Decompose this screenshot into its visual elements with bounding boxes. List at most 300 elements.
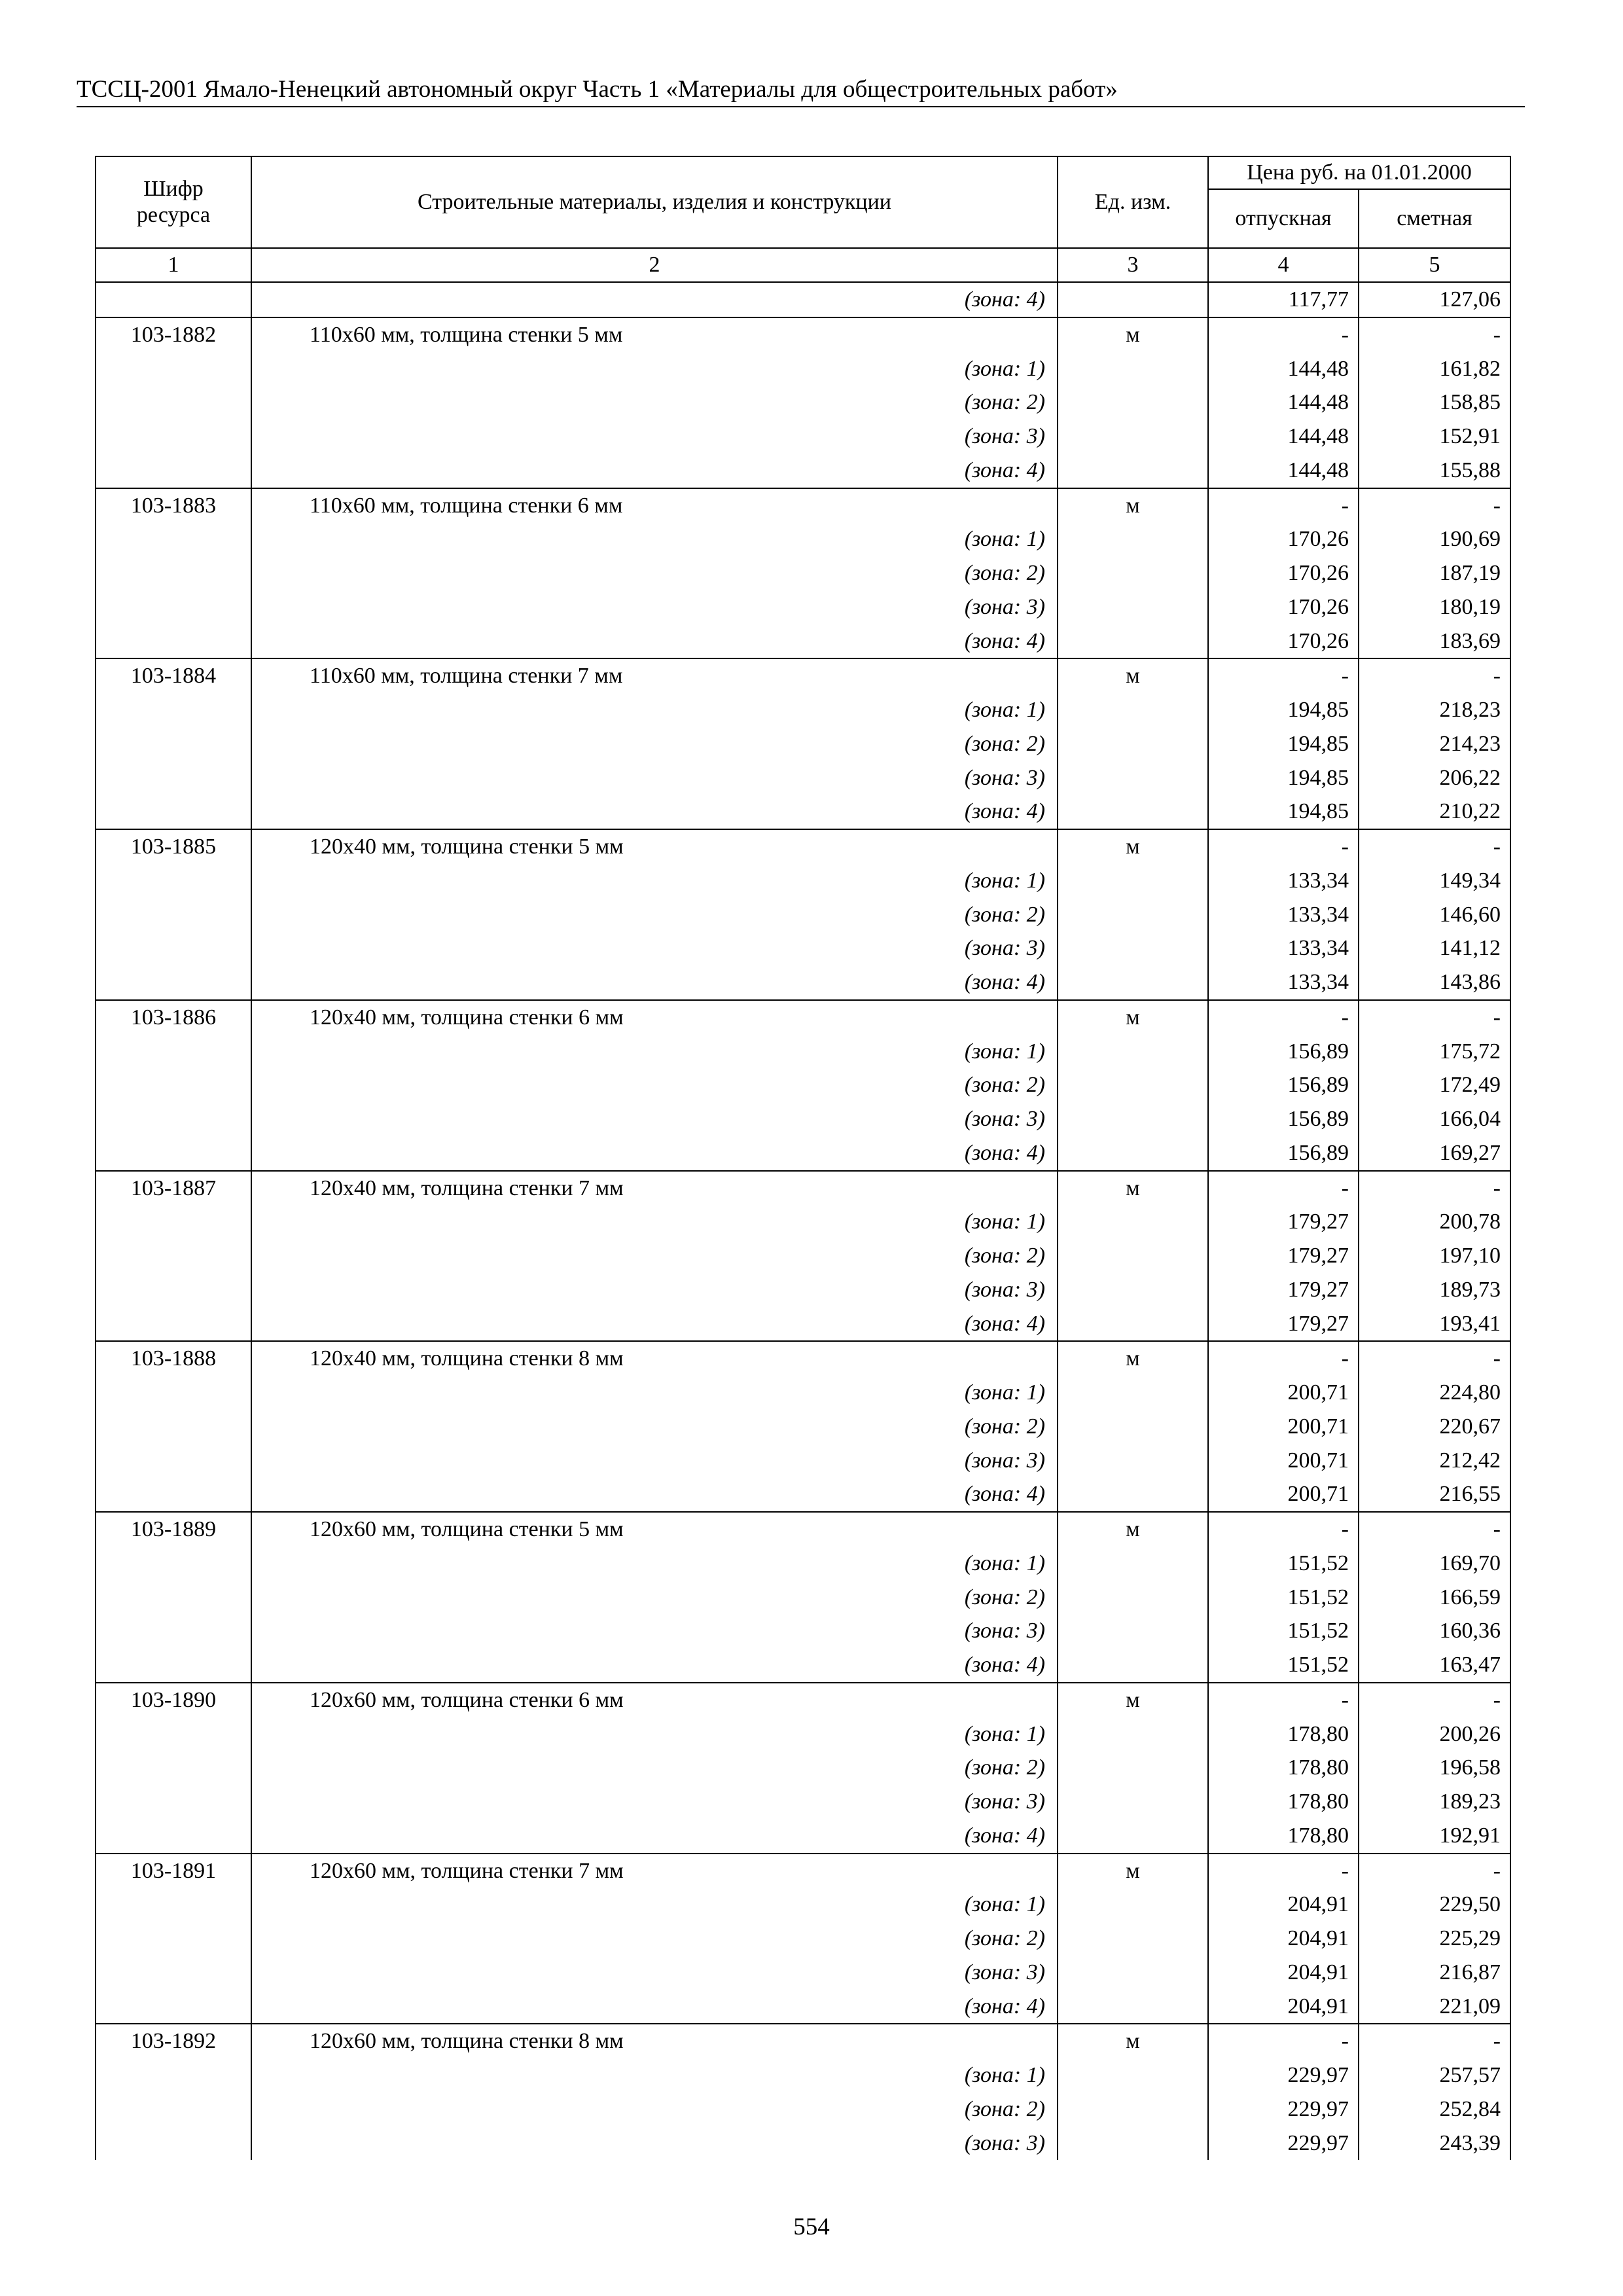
zone-row [96,1239,1510,1273]
zone-label: (зона: 4) [251,1819,1058,1854]
resource-code [96,1136,251,1171]
zone-row [96,1547,1510,1581]
zone-label: (зона: 1) [251,1205,1058,1239]
estimate-price: 257,57 [1359,2058,1510,2092]
zone-label: (зона: 3) [251,761,1058,795]
release-price: 133,34 [1208,898,1359,932]
release-price: - [1208,1341,1359,1376]
release-price: 204,91 [1208,1990,1359,2024]
unit [1058,1819,1208,1854]
release-price: 151,52 [1208,1648,1359,1683]
resource-code [96,1819,251,1854]
zone-row [96,1376,1510,1410]
table-row [96,2024,1510,2058]
table-row [96,1512,1510,1547]
material-name: 120х40 мм, толщина стенки 6 мм [251,1000,1058,1035]
zone-label: (зона: 3) [251,590,1058,624]
zone-row [96,1956,1510,1990]
release-price: 179,27 [1208,1205,1359,1239]
zone-row [96,522,1510,556]
resource-code [96,1888,251,1922]
material-name: 120х40 мм, толщина стенки 7 мм [251,1171,1058,1206]
zone-label: (зона: 2) [251,386,1058,420]
release-price: 178,80 [1208,1819,1359,1854]
unit [1058,420,1208,454]
unit [1058,761,1208,795]
unit [1058,1990,1208,2024]
zone-row [96,1614,1510,1648]
release-price: 156,89 [1208,1136,1359,1171]
zone-label: (зона: 1) [251,522,1058,556]
zone-row [96,965,1510,1000]
zone-row [96,1068,1510,1102]
estimate-price: 127,06 [1359,282,1510,317]
unit: м [1058,658,1208,693]
resource-code: 103-1882 [96,317,251,352]
material-name: 120х40 мм, толщина стенки 5 мм [251,829,1058,864]
estimate-price: 180,19 [1359,590,1510,624]
unit [1058,1376,1208,1410]
release-price: - [1208,1000,1359,1035]
zone-label: (зона: 3) [251,931,1058,965]
estimate-price: - [1359,1000,1510,1035]
resource-code [96,931,251,965]
release-price: - [1208,1171,1359,1206]
zone-label: (зона: 3) [251,1273,1058,1307]
estimate-price: 243,39 [1359,2126,1510,2161]
unit: м [1058,488,1208,523]
zone-label: (зона: 3) [251,1785,1058,1819]
zone-row [96,1751,1510,1785]
table-body [96,282,1510,2160]
zone-row [96,1273,1510,1307]
unit [1058,1717,1208,1751]
resource-code [96,1444,251,1478]
table-row [96,658,1510,693]
release-price: - [1208,317,1359,352]
estimate-price: - [1359,829,1510,864]
zone-row [96,761,1510,795]
estimate-price: 197,10 [1359,1239,1510,1273]
estimate-price: 141,12 [1359,931,1510,965]
estimate-price: 175,72 [1359,1035,1510,1069]
estimate-price: 210,22 [1359,795,1510,829]
release-price: 144,48 [1208,420,1359,454]
unit [1058,1136,1208,1171]
resource-code [96,1956,251,1990]
unit [1058,1922,1208,1956]
estimate-price: - [1359,2024,1510,2058]
unit [1058,556,1208,590]
zone-row [96,931,1510,965]
resource-code [96,420,251,454]
release-price: 133,34 [1208,931,1359,965]
estimate-price: - [1359,488,1510,523]
resource-code [96,1990,251,2024]
unit [1058,1648,1208,1683]
release-price: 200,71 [1208,1477,1359,1512]
zone-row [96,1990,1510,2024]
release-price: 144,48 [1208,454,1359,488]
estimate-price: - [1359,1683,1510,1717]
running-header: ТССЦ-2001 Ямало-Ненецкий автономный округ Часть 1 «Материалы для общестроительных работ» [77,73,1525,107]
resource-code [96,1785,251,1819]
resource-code: 103-1890 [96,1683,251,1717]
estimate-price: 152,91 [1359,420,1510,454]
resource-code [96,556,251,590]
release-price: 194,85 [1208,761,1359,795]
unit [1058,590,1208,624]
unit [1058,965,1208,1000]
unit: м [1058,317,1208,352]
material-name: 120х60 мм, толщина стенки 5 мм [251,1512,1058,1547]
resource-code: 103-1887 [96,1171,251,1206]
zone-row [96,352,1510,386]
resource-code: 103-1885 [96,829,251,864]
column-number: 5 [1359,248,1510,282]
unit: м [1058,829,1208,864]
zone-label: (зона: 4) [251,795,1058,829]
zone-label: (зона: 2) [251,727,1058,761]
header-release-price: отпускная [1208,189,1359,248]
unit [1058,727,1208,761]
resource-code [96,1922,251,1956]
unit [1058,1444,1208,1478]
release-price: 144,48 [1208,386,1359,420]
zone-label: (зона: 1) [251,1888,1058,1922]
release-price: 170,26 [1208,556,1359,590]
resource-code [96,1102,251,1136]
zone-label: (зона: 2) [251,1581,1058,1615]
resource-code: 103-1889 [96,1512,251,1547]
zone-label: (зона: 4) [251,1307,1058,1342]
release-price: 194,85 [1208,727,1359,761]
unit [1058,522,1208,556]
release-price: 179,27 [1208,1307,1359,1342]
zone-row [96,590,1510,624]
resource-code [96,1068,251,1102]
zone-label: (зона: 1) [251,1376,1058,1410]
zone-row [96,624,1510,659]
release-price: 156,89 [1208,1068,1359,1102]
resource-code [96,761,251,795]
estimate-price: 166,59 [1359,1581,1510,1615]
resource-code [96,624,251,659]
unit [1058,1307,1208,1342]
release-price: 204,91 [1208,1888,1359,1922]
resource-code [96,1307,251,1342]
zone-row [96,795,1510,829]
unit [1058,1239,1208,1273]
release-price: 151,52 [1208,1547,1359,1581]
zone-label: (зона: 4) [251,282,1058,317]
estimate-price: 166,04 [1359,1102,1510,1136]
zone-row [96,1785,1510,1819]
resource-code [96,352,251,386]
release-price: 229,97 [1208,2126,1359,2161]
zone-label: (зона: 3) [251,2126,1058,2161]
unit: м [1058,1512,1208,1547]
release-price: 156,89 [1208,1102,1359,1136]
estimate-price: 158,85 [1359,386,1510,420]
estimate-price: 206,22 [1359,761,1510,795]
zone-label: (зона: 1) [251,693,1058,727]
column-number: 4 [1208,248,1359,282]
zone-row [96,454,1510,488]
estimate-price: 196,58 [1359,1751,1510,1785]
zone-row [96,693,1510,727]
unit [1058,1273,1208,1307]
resource-code [96,590,251,624]
estimate-price: 193,41 [1359,1307,1510,1342]
release-price: 144,48 [1208,352,1359,386]
carryover-row [96,282,1510,317]
zone-label: (зона: 2) [251,898,1058,932]
release-price: - [1208,2024,1359,2058]
release-price: 194,85 [1208,795,1359,829]
resource-code [96,282,251,317]
zone-row [96,2058,1510,2092]
unit [1058,2092,1208,2126]
unit [1058,282,1208,317]
unit [1058,1205,1208,1239]
zone-row [96,1035,1510,1069]
unit [1058,1956,1208,1990]
release-price: 229,97 [1208,2058,1359,2092]
resource-code [96,965,251,1000]
release-price: 117,77 [1208,282,1359,317]
release-price: - [1208,829,1359,864]
zone-label: (зона: 3) [251,1956,1058,1990]
zone-label: (зона: 4) [251,454,1058,488]
zone-row [96,420,1510,454]
release-price: 151,52 [1208,1581,1359,1615]
estimate-price: 225,29 [1359,1922,1510,1956]
estimate-price: - [1359,1854,1510,1888]
zone-row [96,1922,1510,1956]
table-row [96,488,1510,523]
resource-code [96,1376,251,1410]
zone-label: (зона: 4) [251,1477,1058,1512]
resource-code: 103-1883 [96,488,251,523]
estimate-price: 146,60 [1359,898,1510,932]
header-unit: Ед. изм. [1058,156,1208,248]
resource-code [96,1581,251,1615]
resource-code [96,2126,251,2161]
resource-code [96,1239,251,1273]
resource-code [96,2092,251,2126]
estimate-price: 221,09 [1359,1990,1510,2024]
unit: м [1058,1341,1208,1376]
estimate-price: 143,86 [1359,965,1510,1000]
resource-code [96,1477,251,1512]
table-row [96,1171,1510,1206]
zone-label: (зона: 2) [251,1751,1058,1785]
estimate-price: 200,26 [1359,1717,1510,1751]
zone-row [96,864,1510,898]
resource-code [96,1035,251,1069]
release-price: 204,91 [1208,1922,1359,1956]
unit [1058,864,1208,898]
zone-row [96,556,1510,590]
unit [1058,352,1208,386]
estimate-price: 163,47 [1359,1648,1510,1683]
unit [1058,1751,1208,1785]
release-price: 204,91 [1208,1956,1359,1990]
table-row [96,829,1510,864]
zone-row [96,2092,1510,2126]
resource-code: 103-1892 [96,2024,251,2058]
header-name: Строительные материалы, изделия и конструкции [251,156,1058,248]
material-name: 110х60 мм, толщина стенки 7 мм [251,658,1058,693]
header-estimate-price: сметная [1359,189,1510,248]
resource-code [96,1751,251,1785]
release-price: 178,80 [1208,1785,1359,1819]
material-name: 120х40 мм, толщина стенки 8 мм [251,1341,1058,1376]
zone-row [96,2126,1510,2161]
resource-code [96,454,251,488]
material-name: 110х60 мм, толщина стенки 6 мм [251,488,1058,523]
resource-code [96,795,251,829]
zone-row [96,1205,1510,1239]
estimate-price: 160,36 [1359,1614,1510,1648]
estimate-price: 169,70 [1359,1547,1510,1581]
unit: м [1058,1171,1208,1206]
resource-code [96,864,251,898]
column-number: 1 [96,248,251,282]
estimate-price: 252,84 [1359,2092,1510,2126]
zone-label: (зона: 2) [251,2092,1058,2126]
unit: м [1058,1683,1208,1717]
zone-label: (зона: 4) [251,1136,1058,1171]
unit [1058,898,1208,932]
zone-label: (зона: 3) [251,1614,1058,1648]
resource-code: 103-1884 [96,658,251,693]
estimate-price: - [1359,1512,1510,1547]
header-price-group: Цена руб. на 01.01.2000 [1208,156,1510,189]
release-price: - [1208,1854,1359,1888]
release-price: 170,26 [1208,624,1359,659]
zone-label: (зона: 3) [251,1444,1058,1478]
zone-label: (зона: 4) [251,1990,1058,2024]
estimate-price: - [1359,658,1510,693]
material-name: 110х60 мм, толщина стенки 5 мм [251,317,1058,352]
material-name: 120х60 мм, толщина стенки 8 мм [251,2024,1058,2058]
release-price: - [1208,1683,1359,1717]
table-row [96,1683,1510,1717]
zone-label: (зона: 4) [251,965,1058,1000]
resource-code [96,727,251,761]
release-price: 156,89 [1208,1035,1359,1069]
resource-code [96,693,251,727]
release-price: 178,80 [1208,1751,1359,1785]
zone-label: (зона: 4) [251,1648,1058,1683]
resource-code: 103-1888 [96,1341,251,1376]
release-price: - [1208,488,1359,523]
zone-row [96,1136,1510,1171]
release-price: 178,80 [1208,1717,1359,1751]
unit [1058,1410,1208,1444]
estimate-price: 220,67 [1359,1410,1510,1444]
zone-row [96,1819,1510,1854]
zone-label: (зона: 3) [251,420,1058,454]
estimate-price: 200,78 [1359,1205,1510,1239]
estimate-price: 192,91 [1359,1819,1510,1854]
estimate-price: - [1359,317,1510,352]
unit [1058,2058,1208,2092]
resource-code [96,1410,251,1444]
zone-label: (зона: 2) [251,1922,1058,1956]
release-price: 133,34 [1208,864,1359,898]
column-number: 2 [251,248,1058,282]
release-price: - [1208,1512,1359,1547]
zone-label: (зона: 2) [251,556,1058,590]
release-price: 179,27 [1208,1273,1359,1307]
price-table [95,156,1511,2160]
unit [1058,1547,1208,1581]
resource-code [96,1717,251,1751]
resource-code [96,1205,251,1239]
unit [1058,1785,1208,1819]
zone-row [96,1648,1510,1683]
release-price: - [1208,658,1359,693]
unit [1058,1102,1208,1136]
resource-code [96,522,251,556]
estimate-price: 190,69 [1359,522,1510,556]
unit: м [1058,1000,1208,1035]
estimate-price: 155,88 [1359,454,1510,488]
zone-row [96,1102,1510,1136]
table-row [96,1854,1510,1888]
estimate-price: 169,27 [1359,1136,1510,1171]
zone-row [96,1717,1510,1751]
unit [1058,2126,1208,2161]
release-price: 133,34 [1208,965,1359,1000]
material-name: 120х60 мм, толщина стенки 6 мм [251,1683,1058,1717]
resource-code [96,2058,251,2092]
zone-row [96,727,1510,761]
estimate-price: 189,73 [1359,1273,1510,1307]
zone-label: (зона: 2) [251,1068,1058,1102]
zone-label: (зона: 2) [251,1410,1058,1444]
release-price: 200,71 [1208,1410,1359,1444]
page-number: 554 [793,2214,830,2240]
unit: м [1058,2024,1208,2058]
estimate-price: 161,82 [1359,352,1510,386]
unit [1058,931,1208,965]
estimate-price: - [1359,1341,1510,1376]
estimate-price: 216,87 [1359,1956,1510,1990]
zone-row [96,898,1510,932]
release-price: 170,26 [1208,522,1359,556]
estimate-price: 149,34 [1359,864,1510,898]
table-row [96,1000,1510,1035]
table-row [96,317,1510,352]
estimate-price: 218,23 [1359,693,1510,727]
zone-label: (зона: 3) [251,1102,1058,1136]
resource-code [96,1648,251,1683]
table-row [96,1341,1510,1376]
unit [1058,454,1208,488]
zone-row [96,1888,1510,1922]
resource-code: 103-1886 [96,1000,251,1035]
resource-code [96,386,251,420]
zone-row [96,1477,1510,1512]
unit [1058,1035,1208,1069]
unit [1058,1581,1208,1615]
header-code: Шифр ресурса [96,156,251,248]
material-name: 120х60 мм, толщина стенки 7 мм [251,1854,1058,1888]
